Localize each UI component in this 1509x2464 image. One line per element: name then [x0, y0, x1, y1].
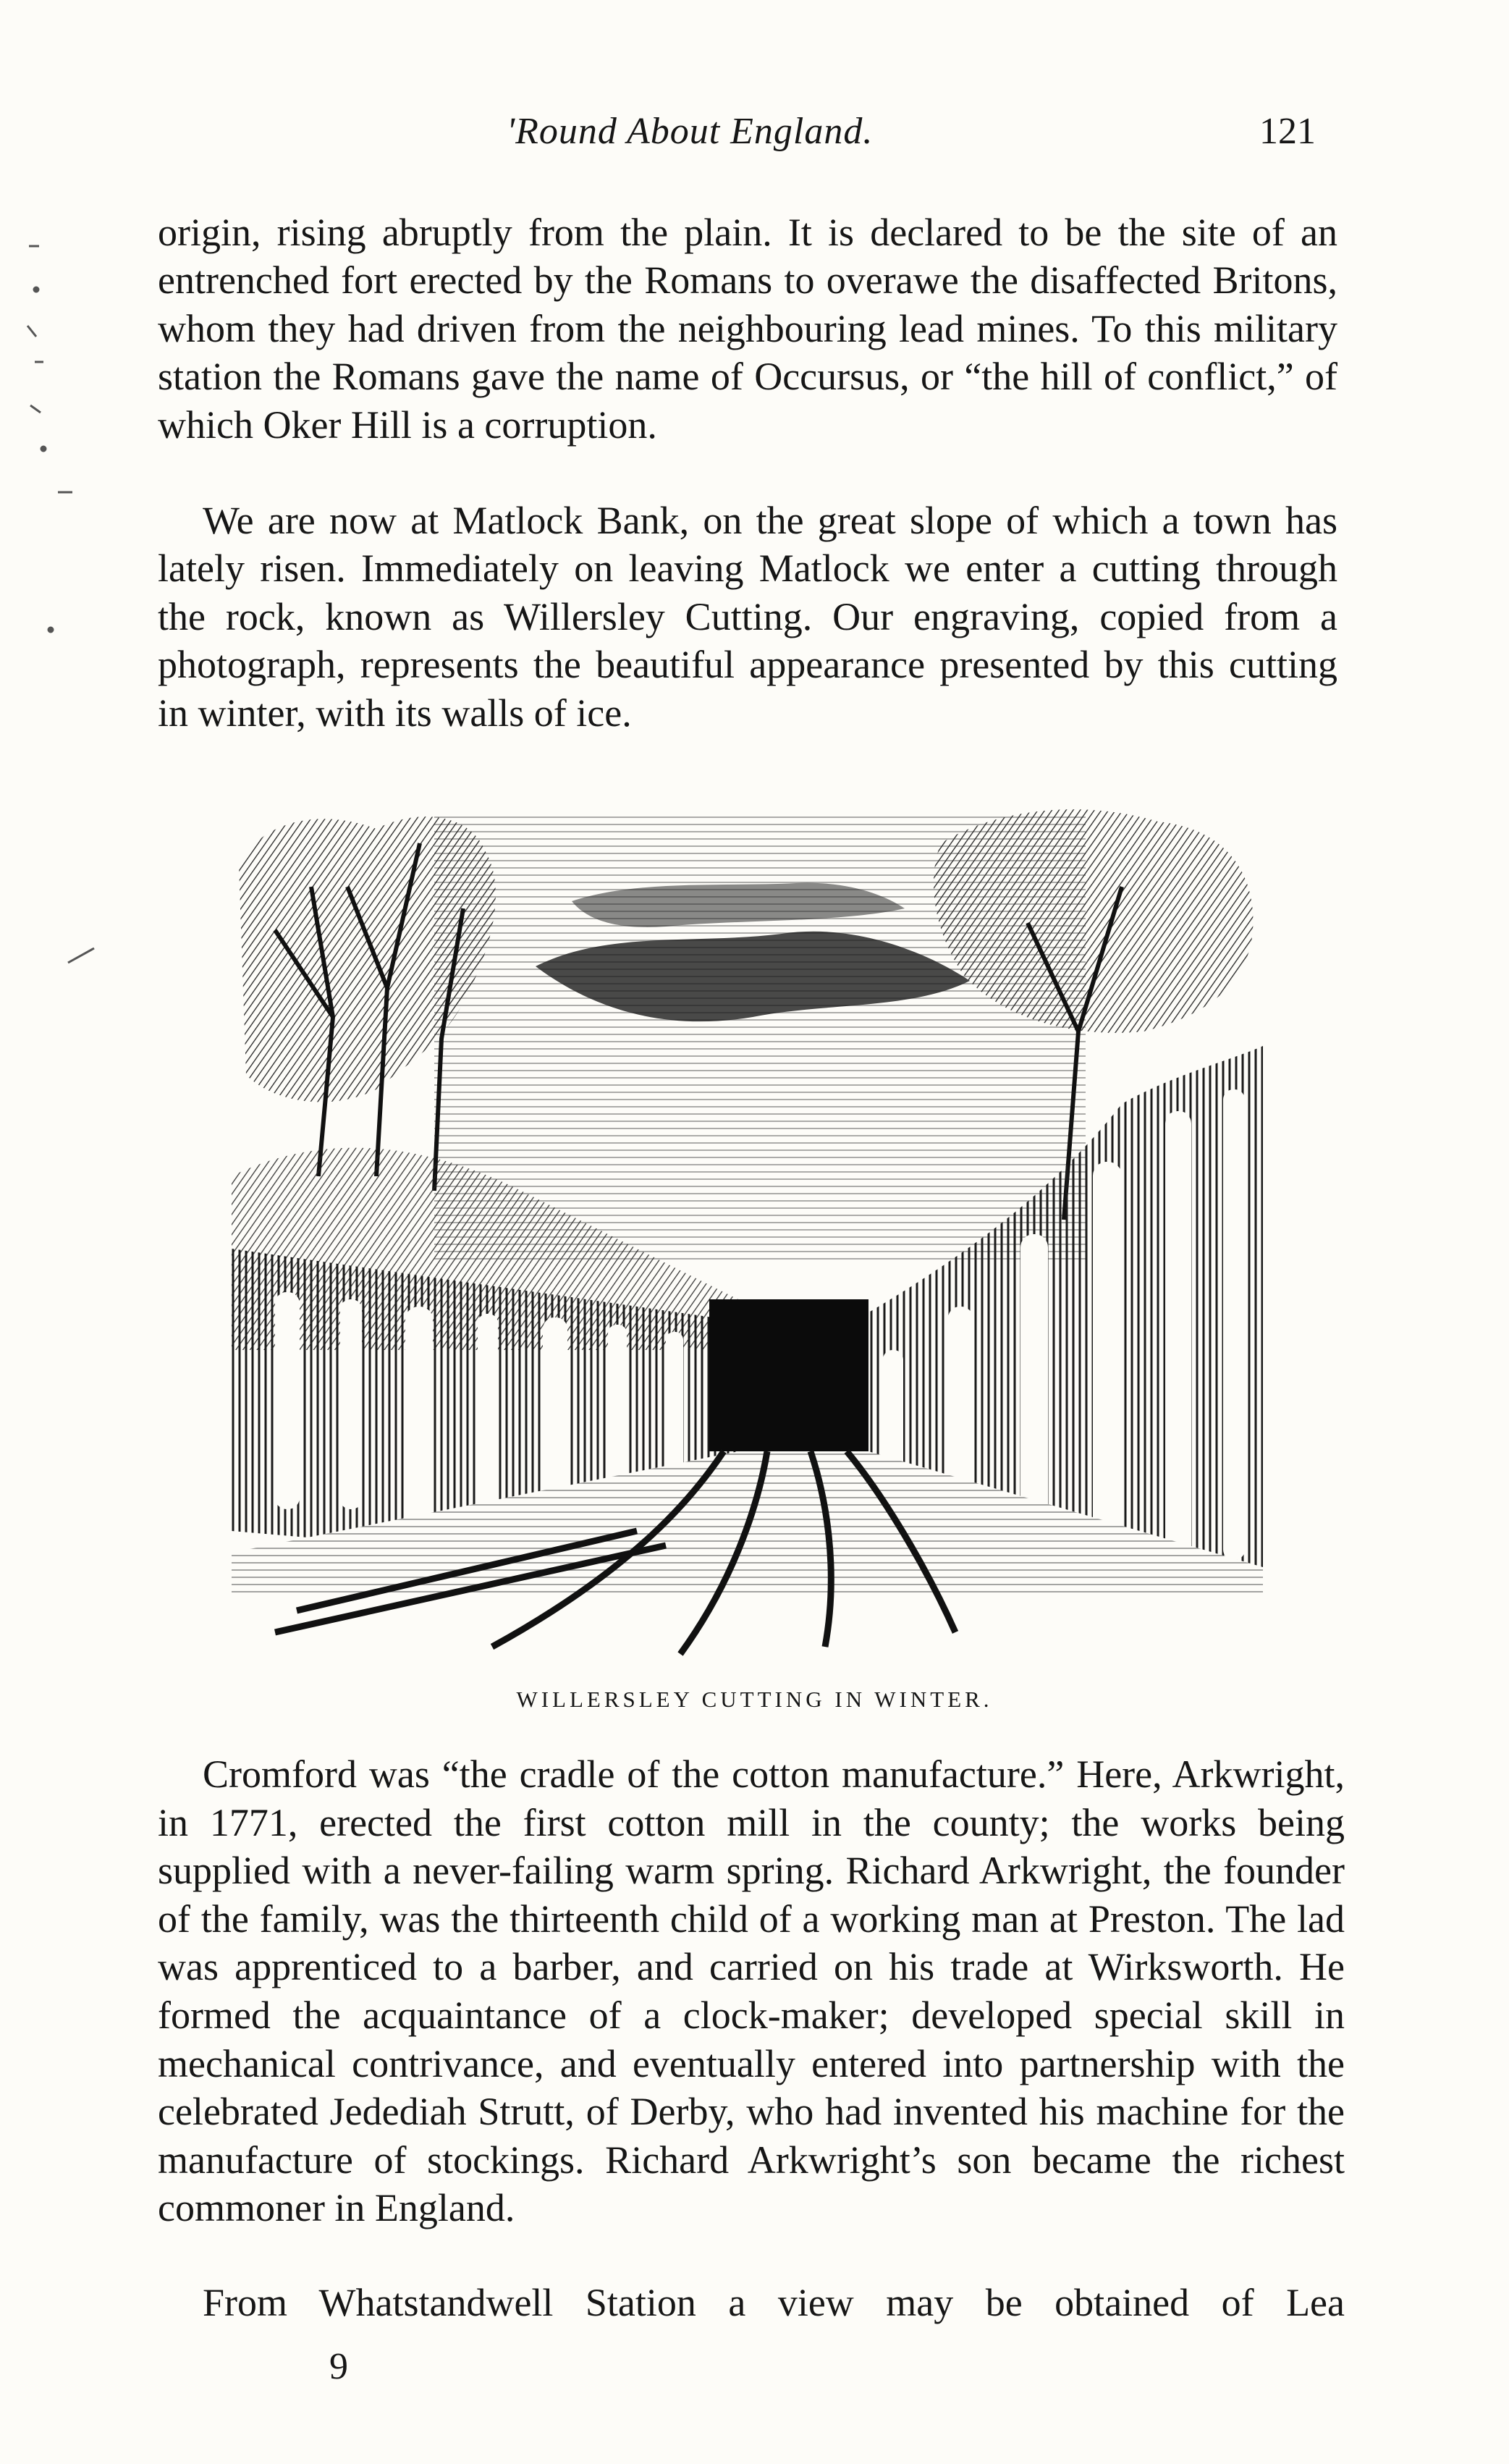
paragraph-cromford: Cromford was “the cradle of the cotton manufacture.” Here, Arkwright, in 1771, erected the first cotton mill in the county; the works being supplied with a never-failing warm spring. Richard Arkwright, the founder of the family, was the thirteenth child of a working man at Preston. The lad was apprenticed to a barber, and carried on his trade at Wirksworth. He formed the acquaintance of a clock-maker; developed special skill in mechanical contrivance, and eventually entered into partnership with the celebrated Jedediah Strutt, of Derby, who had invented his machine for the manufacture of stockings. Richard Arkwright’s son became the richest commoner in England.: [158, 1752, 1345, 2230]
page-number: 121: [1259, 111, 1316, 152]
paragraph-whatstandwell: From Whatstandwell Station a view may be obtained of Lea: [203, 2281, 1345, 2324]
engraving-illustration: [232, 800, 1263, 1676]
engraving-willersley-cutting: [232, 800, 1263, 1676]
margin-specks: [14, 217, 109, 2316]
paragraph-matlock-bank: We are now at Matlock Bank, on the great slope of which a town has lately risen. Immediately on leaving Matlock we enter a cutting through the rock, known as Willersley Cutting. Our engraving, copied from a photograph, represents the beautiful appearance presented by this cutting in winter, with its walls of ice.: [158, 499, 1337, 735]
signature-mark: 9: [329, 2346, 348, 2387]
figure-caption: WILLERSLEY CUTTING IN WINTER.: [516, 1687, 993, 1712]
running-head: [0, 110, 1509, 168]
paragraph-occursus: origin, rising abruptly from the plain. It is declared to be the site of an entrenched fort erected by the Romans to overawe the disaffected Britons, whom they had driven from the neighbouring lead mines. To this military station the Romans gave the name of Occursus, or “the hill of conflict,” of which Oker Hill is a corruption.: [158, 211, 1337, 447]
running-title: 'Round About England.: [507, 111, 874, 152]
